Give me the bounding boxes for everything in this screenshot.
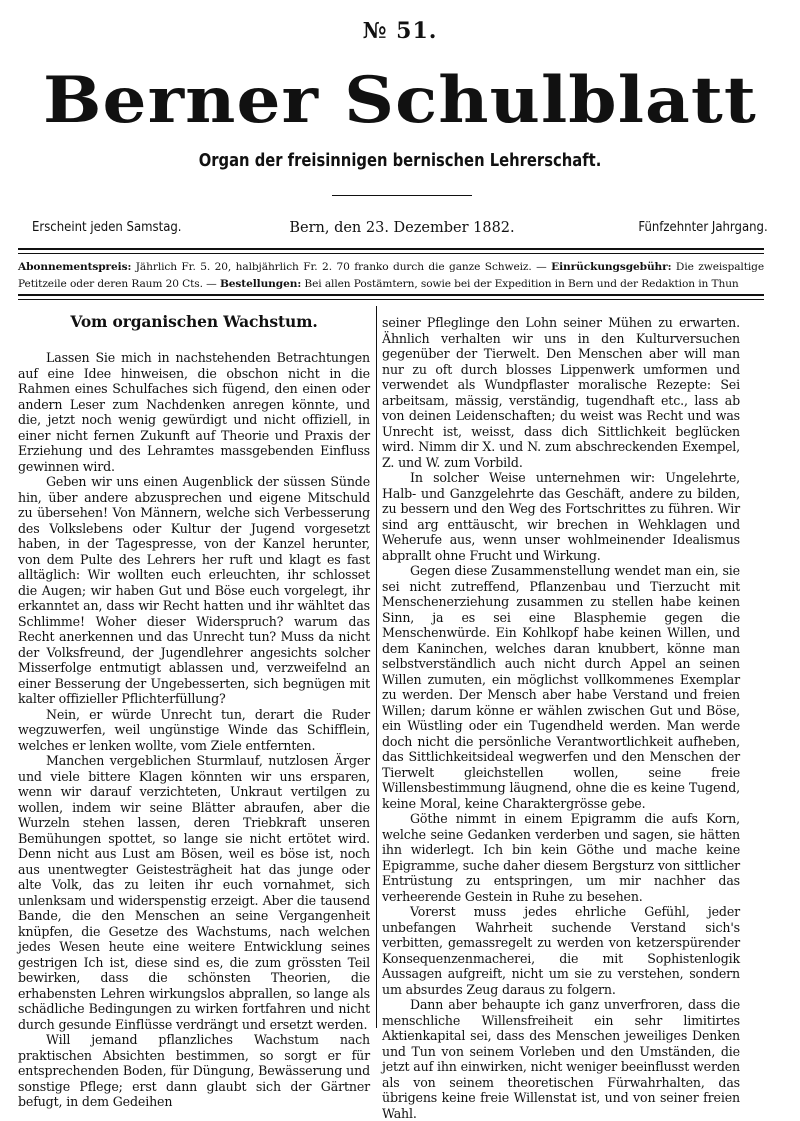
paragraph: Göthe nimmt in einem Epigramm die aufs Korn, welche seine Gedanken verderben und sagen, sie hätten ihn widerlegt. Ich bin kein Göthe und mache keine Epigramme, suche daher diesem Bergsturz von sittlicher Entrüstung zu entspringen, um mir nachher das verheerende Gestein in Ruhe zu besehen. <box>382 811 740 904</box>
paragraph: Lassen Sie mich in nachstehenden Betrachtungen auf eine Idee hinweisen, die obschon nicht in die Rahmen eines Schulfaches sich fügend, den einen oder andern Leser zum Nachdenken anregen könnte, und die, jetzt noch wenig gewürdigt und nicht offiziell, in einer nicht fernen Zukunft auf Theorie und Praxis der Erziehung und des Lehramtes massgebenden Einfluss gewinnen wird. <box>18 350 370 474</box>
header-rule-bottom <box>18 294 764 300</box>
orders-label: Bestellungen: <box>219 278 302 290</box>
newspaper-title: Berner Schulblatt <box>43 63 757 138</box>
publication-frequency: Erscheint jeden Samstag. <box>32 220 182 235</box>
header-rule-top <box>18 248 764 254</box>
volume-year: Fünfzehnter Jahrgang. <box>638 220 768 235</box>
column-divider <box>376 306 377 1028</box>
paragraph: Manchen vergeblichen Sturmlauf, nutzlosen Ärger und viele bittere Klagen könnten wir uns ersparen, wenn wir darauf verzichteten, Unkraut vertilgen zu wollen, indem wir seine Blätter abraufen, aber die Wurzeln stehen lassen, deren Triebkraft unseren Bemühungen spottet, so lange sie nicht ertötet wird. Denn nicht aus Lust am Bösen, weil es böse ist, noch aus unentwegter Geistesträgheit hat das junge oder alte Volk, das zu leiten ihr euch vornahmet, sich unlenksam und widerspenstig erzeigt. Aber die tausend Bande, die den Menschen an seine Vergangenheit knüpfen, die Gesetze des Wachstums, nach welchen jedes Wesen heute eine weitere Entwicklung seines gestrigen Ich ist, diese sind es, die zum grössten Teil bewirken, dass die schönsten Theorien, die erhabensten Lehren wirkungslos abprallen, so lange als schädliche Bedingungen zu wirken fortfahren und nicht durch gesunde Einflüsse verdrängt und ersetzt werden. <box>18 753 370 1032</box>
article-title: Vom organischen Wachstum. <box>70 312 318 331</box>
article-left-column <box>18 312 370 1110</box>
paragraph: Dann aber behaupte ich ganz unverfroren, dass die menschliche Willensfreiheit ein sehr limitirtes Aktienkapital sei, dass des Menschen jeweiliges Denken und Tun von seinem Vorleben und den Umständen, die jetzt auf ihn einwirken, nicht weniger beeinflusst werden als von seinem theoretischen Fürwahrhalten, das übrigens keine freie Willenstat ist, und von seiner freien Wahl. <box>382 997 740 1121</box>
dateline <box>32 217 768 239</box>
paragraph: Gegen diese Zusammenstellung wendet man ein, sie sei nicht zutreffend, Pflanzenbau und Tierzucht mit Menschenerziehung zusammen zu stellen habe keinen Sinn, ja es sei eine Blasphemie gegen die Menschenwürde. Ein Kohlkopf habe keinen Willen, und dem Kaninchen, welches daran knubbert, könne man selbstverständlich auch nicht durch Appel an seinen Willen zumuten, ein möglichst vollkommenes Exemplar zu werden. Der Mensch aber habe Verstand und freien Willen; darum könne er wählen zwischen Gut und Böse, ein Wüstling oder ein Tugendheld werden. Man werde doch nicht die persönliche Verantwortlichkeit aufheben, das Sittlichkeitsideal wegwerfen und den Menschen der Tierwelt gleichstellen wollen, seine freie Willensbestimmung läugnend, ohne die es keine Tugend, keine Moral, keine Charaktergrösse gebe. <box>382 563 740 811</box>
place-and-date: Bern, den 23. Dezember 1882. <box>289 220 515 236</box>
subscription-info <box>18 259 764 293</box>
subscription-text: Jährlich Fr. 5. 20, halbjährlich Fr. 2. 70 franko durch die ganze Schweiz. — <box>131 261 552 273</box>
paragraph: Geben wir uns einen Augenblick der süssen Sünde hin, über andere abzusprechen und eigene Mitschuld zu übersehen! Von Männern, welche sich Verbesserung des Volkslebens oder Kultur der Jugend vorgesetzt haben, in der Tagespresse, von der Kanzel herunter, von dem Pulte des Lehrers her ruft und klagt es fast alltäglich: Wir wollten euch erleuchten, ihr schlosset die Augen; wir haben Gut und Böse euch vorgelegt, ihr erkanntet an, dass wir Recht hatten und ihr wähltet das Schlimme! Woher dieser Widerspruch? warum das Recht anerkennen und das Unrecht tun? Muss da nicht der Volksfreund, der Jugendlehrer angesichts solcher Misserfolge entmutigt ablassen und, verzweifelnd an einer Besserung der Ungebesserten, sich begnügen mit kalter offizieller Pflichterfüllung? <box>18 474 370 706</box>
newspaper-subtitle: Organ der freisinnigen bernischen Lehrerschaft. <box>198 150 602 171</box>
insertion-text: Die zweispaltige Petitzeile oder deren Raum 20 Cts. — <box>18 261 764 290</box>
paragraph: Vorerst muss jedes ehrliche Gefühl, jeder unbefangen Wahrheit suchende Verstand sich's verbitten, gemassregelt zu werden von ketzerspürender Konsequenzenmacherei, die mit Sophistenlogik Aussagen aufgreift, nicht um sie zu verstehen, sondern um absurdes Zeug daraus zu folgern. <box>382 904 740 997</box>
article-right-column <box>382 315 740 1121</box>
title-divider <box>332 195 472 196</box>
subscription-label: Abonnementspreis: <box>18 261 132 273</box>
paragraph-continued: seiner Pfleglinge den Lohn seiner Mühen zu erwarten. Ähnlich verhalten wir uns in den Kulturversuchen gegenüber der Tierwelt. Den Menschen aber will man nur zu oft durch blosses Lippenwerk umformen und verwendet als Wundpflaster moralische Rezepte: Sei arbeitsam, mässig, verständig, tugendhaft etc., lass ab von deinen Leidenschaften; du weist was Recht und was Unrecht ist, weisst, dass dich Sittlichkeit beglücken wird. Nimm dir X. und N. zum abschreckenden Exempel, Z. und W. zum Vorbild. <box>382 315 740 470</box>
issue-number: № 51. <box>362 18 438 44</box>
paragraph: Nein, er würde Unrecht tun, derart die Ruder wegzuwerfen, weil ungünstige Winde das Schifflein, welches er lenken wollte, vom Ziele entfernten. <box>18 706 370 753</box>
paragraph: Will jemand pflanzliches Wachstum nach praktischen Absichten bestimmen, so sorgt er für entsprechenden Boden, für Düngung, Bewässerung und sonstige Pflege; erst dann glaubt sich der Gärtner befugt, in dem Gedeihen <box>18 1032 370 1109</box>
insertion-label: Einrückungsgebühr: <box>551 261 672 273</box>
orders-text: Bei allen Postämtern, sowie bei der Expedition in Bern und der Redaktion in Thun <box>301 278 739 290</box>
paragraph: In solcher Weise unternehmen wir: Ungelehrte, Halb- und Ganzgelehrte das Geschäft, andere zu bilden, zu bessern und den Weg des Fortschrittes zu führen. Wir sind arg enttäuscht, wir brechen in Wehklagen und Weherufe aus, wenn unser wohlmeinender Idealismus abprallt ohne Frucht und Wirkung. <box>382 470 740 563</box>
